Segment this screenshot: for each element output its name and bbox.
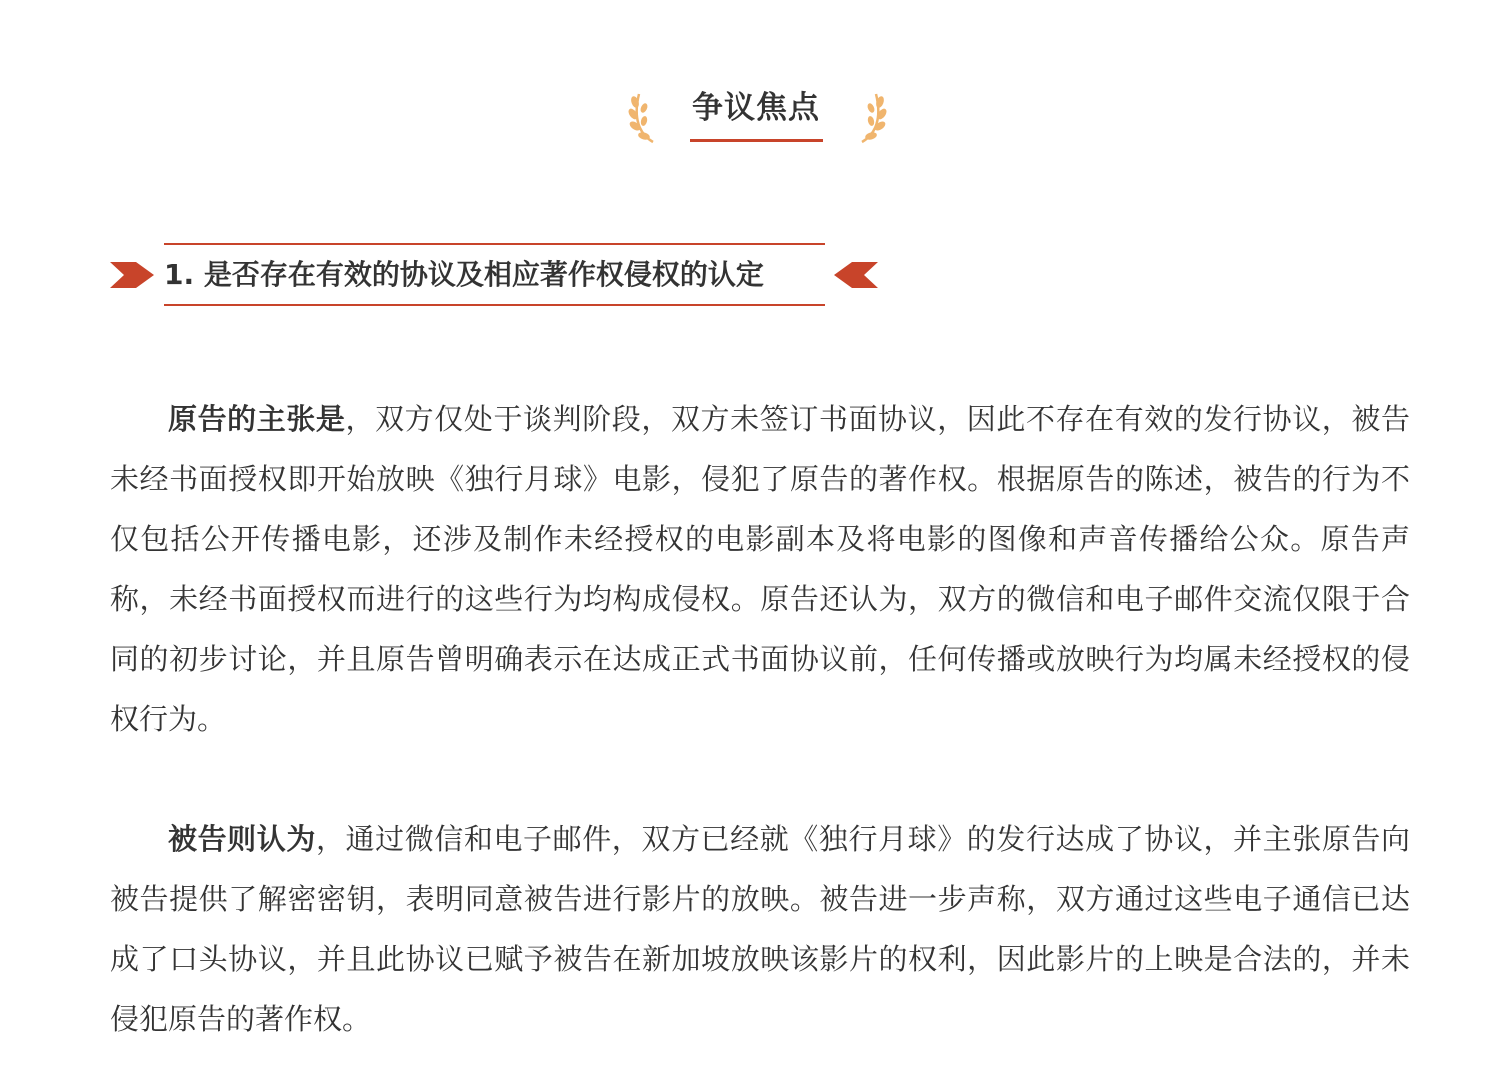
paragraph-lead: 原告的主张是 [168, 402, 346, 436]
section-heading [110, 243, 880, 307]
laurel-left-icon [625, 88, 665, 144]
paragraph-text: ，双方仅处于谈判阶段，双方未签订书面协议，因此不存在有效的发行协议，被告未经书面授权即开始放映《独行月球》电影，侵犯了原告的著作权。根据原告的陈述，被告的行为不仅包括公开传播电影，还涉及制作未经授权的电影副本及将电影的图像和声音传播给公众。原告声称，未经书面授权而进行的这些行为均构成侵权。原告还认为，双方的微信和电子邮件交流仅限于合同的初步讨论，并且原告曾明确表示在达成正式书面协议前，任何传播或放映行为均属未经授权的侵权行为。 [110, 402, 1410, 736]
section-line-bottom [164, 304, 825, 306]
paragraph-text: ，通过微信和电子邮件，双方已经就《独行月球》的发行达成了协议，并主张原告向被告提供了解密密钥，表明同意被告进行影片的放映。被告进一步声称，双方通过这些电子通信已达成了口头协议，并且此协议已赋予被告在新加坡放映该影片的权利，因此影片的上映是合法的，并未侵犯原告的著作权。 [110, 822, 1410, 1036]
paragraph-defendant [110, 809, 1410, 1049]
page-title: 争议焦点 [692, 90, 820, 126]
laurel-right-icon [850, 88, 890, 144]
arrow-right-icon [110, 262, 154, 288]
paragraph-lead: 被告则认为 [168, 822, 316, 856]
title-section [0, 78, 1488, 158]
section-line-top [164, 243, 825, 245]
paragraph-plaintiff [110, 389, 1410, 749]
title-underline [690, 139, 823, 142]
arrow-left-icon [834, 262, 878, 288]
section-title: 1. 是否存在有效的协议及相应著作权侵权的认定 [164, 258, 764, 291]
